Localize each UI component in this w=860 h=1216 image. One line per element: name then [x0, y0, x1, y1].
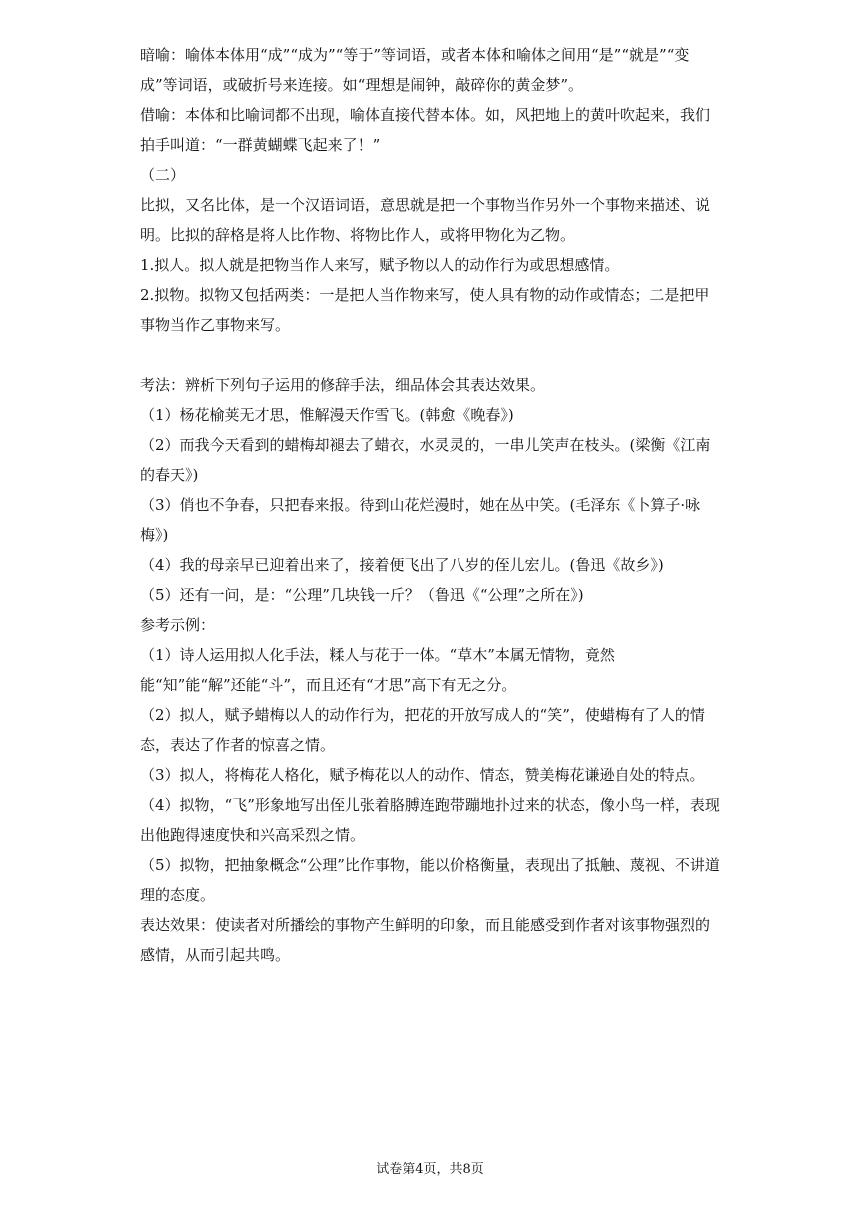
effect-paragraph: 表达效果：使读者对所播绘的事物产生鲜明的印象，而且能感受到作者对该事物强烈的感情，从而引起共鸣。	[140, 916, 711, 964]
paragraph-implicit-metaphor: 借喻：本体和比喻词都不出现，喻体直接代替本体。如，风把地上的黄叶吹起来，我们拍手叫道：“一群黄蝴蝶飞起来了！”	[140, 106, 711, 154]
kaofa-item: （5）还有一问，是：“公理”几块钱一斤？（鲁迅《“公理”之所在》)	[140, 586, 584, 604]
reference-item: （4）拟物，“飞”形象地写出侄儿张着胳膊连跑带蹦地扑过来的状态，像小鸟一样，表现出他跑得速度快和兴高采烈之情。	[140, 796, 720, 844]
paragraph-personification-definition: 比拟，又名比体，是一个汉语词语，意思就是把一个事物当作另外一个事物来描述、说明。比拟的辞格是将人比作物、将物比作人，或将甲物化为乙物。	[140, 196, 711, 244]
reference-item: （2）拟人，赋予蜡梅以人的动作行为，把花的开放写成人的“笑”，使蜡梅有了人的情态，表达了作者的惊喜之情。	[140, 706, 705, 754]
kaofa-item: （3）俏也不争春，只把春来报。待到山花烂漫时，她在丛中笑。(毛泽东《卜算子·咏梅》)	[140, 496, 701, 544]
paragraph-personification: 1.拟人。拟人就是把物当作人来写，赋予物以人的动作行为或思想感情。	[140, 256, 620, 274]
page-footer: 试卷第4页，共8页	[376, 1162, 484, 1177]
reference-item: （3）拟人，将梅花人格化，赋予梅花以人的动作、情态，赞美梅花谦逊自处的特点。	[140, 766, 705, 784]
section-heading-two: （二）	[140, 166, 186, 184]
kaofa-heading: 考法：辨析下列句子运用的修辞手法，细品体会其表达效果。	[140, 376, 546, 394]
document-body	[140, 40, 720, 970]
reference-heading: 参考示例：	[140, 616, 216, 634]
spacer	[140, 340, 720, 370]
kaofa-item: （2）而我今天看到的蜡梅却褪去了蜡衣，水灵灵的，一串儿笑声在枝头。(梁衡《江南的春天》)	[140, 436, 711, 484]
reference-item: （5）拟物，把抽象概念“公理”比作事物，能以价格衡量，表现出了抵触、蔑视、不讲道理的态度。	[140, 856, 720, 904]
paragraph-metaphor: 暗喻：喻体本体用“成”“成为”“等于”等词语，或者本体和喻体之间用“是”“就是”“变成”等词语，或破折号来连接。如“理想是闹钟，敲碎你的黄金梦”。	[140, 46, 690, 94]
kaofa-item: （4）我的母亲早已迎着出来了，接着便飞出了八岁的侄儿宏儿。(鲁迅《故乡》)	[140, 556, 664, 574]
paragraph-objectification: 2.拟物。拟物又包括两类：一是把人当作物来写，使人具有物的动作或情态；二是把甲事物当作乙事物来写。	[140, 286, 710, 334]
reference-item: （1）诗人运用拟人化手法，糅人与花于一体。“草木”本属无情物，竟然能“知”能“解”还能“斗”，而且还有“才思”高下有无之分。	[140, 646, 615, 694]
kaofa-item: （1）杨花榆荚无才思，惟解漫天作雪飞。(韩愈《晚春》)	[140, 406, 514, 424]
